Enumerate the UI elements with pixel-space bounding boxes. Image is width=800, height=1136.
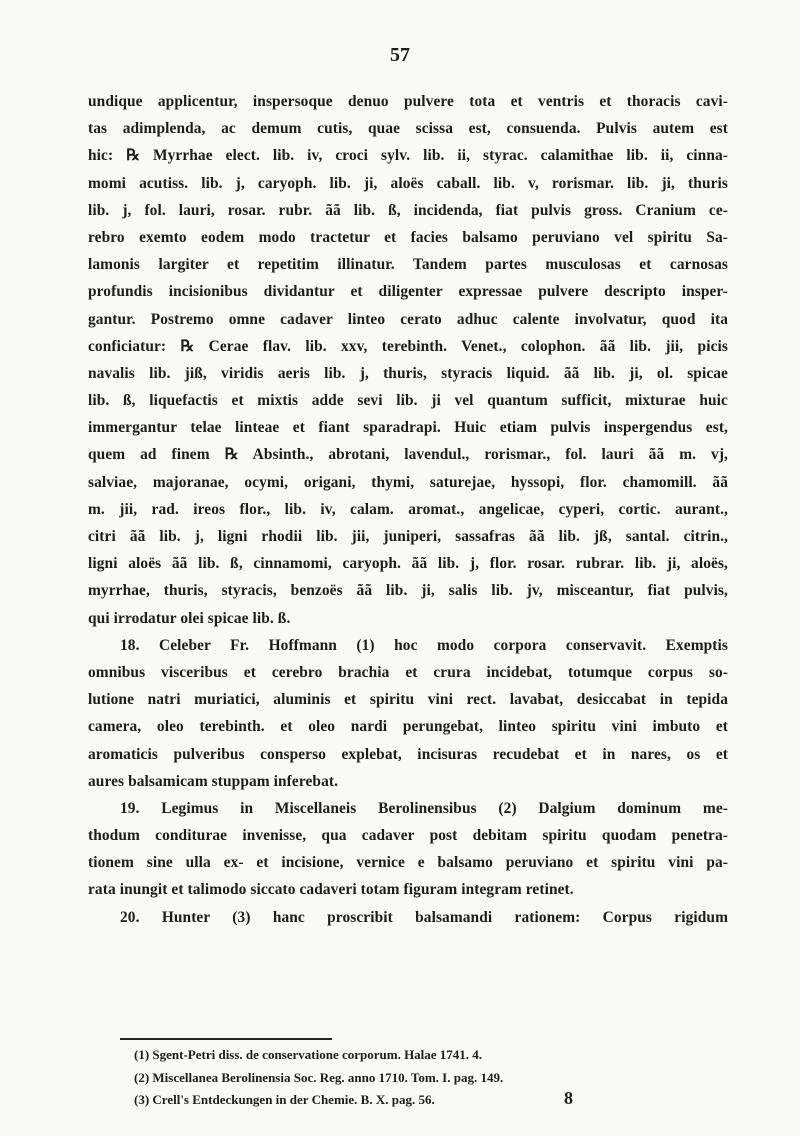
text-line: lamonis largiter et repetitim illinatur. Tandem partes musculosas et carnosas <box>88 256 728 274</box>
text-line: myrrhae, thuris, styracis, benzoës ãã lib. ji, salis lib. jv, misceantur, fiat pulvis, <box>88 582 728 600</box>
text-line: immergantur telae linteae et fiant sparadrapi. Huic etiam pulvis inspergendus est, <box>88 419 728 437</box>
text-line: lutione natri muriatici, aluminis et spiritu vini rect. lavabat, desiccabat in tepida <box>88 691 728 709</box>
page-number: 57 <box>390 44 410 66</box>
text-line: rebro exemto eodem modo tractetur et facies balsamo peruviano vel spiritu Sa- <box>88 228 728 246</box>
footnotes <box>134 1044 754 1112</box>
text-line: omnibus visceribus et cerebro brachia et crura incidebat, totumque corpus so- <box>88 663 728 681</box>
text-line: tionem sine ulla ex- et incisione, vernice e balsamo peruviano et spiritu vini pa- <box>88 854 728 872</box>
text-line: gantur. Postremo omne cadaver linteo cerato adhuc calente involvatur, quod ita <box>88 310 728 328</box>
footnote-2: (2) Miscellanea Berolinensia Soc. Reg. anno 1710. Tom. I. pag. 149. <box>134 1069 504 1085</box>
text-line: hic: ℞ Myrrhae elect. lib. iv, croci sylv. lib. ii, styrac. calamithae lib. ii, cinna- <box>88 147 728 165</box>
footnote-3: (3) Crell's Entdeckungen in der Chemie. B. X. pag. 56. <box>134 1092 435 1107</box>
signature-mark: 8 <box>564 1088 573 1108</box>
text-line: aures balsamicam stuppam inferebat. <box>88 772 339 790</box>
section-19-heading-line: 19. Legimus in Miscellaneis Berolinensibus (2) Dalgium dominum me- <box>120 799 728 817</box>
text-line: aromaticis pulveribus consperso explebat, incisuras recudebat et in nares, os et <box>88 745 728 763</box>
text-line: ligni aloës ãã lib. ß, cinnamomi, caryoph. ãã lib. j, flor. rosar. rubrar. lib. ji, aloës, <box>88 555 728 573</box>
text-line: lib. ß, liquefactis et mixtis adde sevi lib. ji vel quantum sufficit, mixturae huic <box>88 392 728 410</box>
section-18-heading-line: 18. Celeber Fr. Hoffmann (1) hoc modo corpora conservavit. Exemptis <box>120 636 728 654</box>
text-line: navalis lib. jiß, viridis aeris lib. j, thuris, styracis liquid. ãã lib. ji, ol. spicae <box>88 364 728 382</box>
text-line: undique applicentur, inspersoque denuo pulvere tota et ventris et thoracis cavi- <box>88 93 728 110</box>
text-line: citri ãã lib. j, ligni rhodii lib. jii, juniperi, sassafras ãã lib. jß, santal. citrin., <box>88 528 728 545</box>
body-text <box>88 88 728 931</box>
text-line: momi acutiss. lib. j, caryoph. lib. ji, aloës caball. lib. v, rorismar. lib. ji, thuris <box>88 174 728 192</box>
text-line: salviae, majoranae, ocymi, origani, thymi, saturejae, hyssopi, flor. chamomill. ãã <box>88 473 728 491</box>
footnote-divider <box>120 1038 332 1040</box>
section-20-heading-line: 20. Hunter (3) hanc proscribit balsamandi rationem: Corpus rigidum <box>120 908 728 926</box>
text-line: rata inungit et talimodo siccato cadaveri totam figuram integram retinet. <box>88 881 574 899</box>
text-line: tas adimplenda, ac demum cutis, quae scissa est, consuenda. Pulvis autem est <box>88 120 728 138</box>
text-line: quem ad finem ℞ Absinth., abrotani, lavendul., rorismar., fol. lauri ãã m. vj, <box>88 446 728 464</box>
text-line: thodum conditurae invenisse, qua cadaver post debitam spiritu quodam penetra- <box>88 827 728 845</box>
text-line: profundis incisionibus dividantur et diligenter expressae pulvere descripto insper- <box>88 283 728 301</box>
text-line: camera, oleo terebinth. et oleo nardi perungebat, linteo spiritu vini imbuto et <box>88 718 728 736</box>
text-line: qui irrodatur olei spicae lib. ß. <box>88 609 291 627</box>
text-line: lib. j, fol. lauri, rosar. rubr. ãã lib. ß, incidenda, fiat pulvis gross. Cranium ce- <box>88 201 728 219</box>
text-line: m. jii, rad. ireos flor., lib. iv, calam. aromat., angelicae, cyperi, cortic. aurant., <box>88 500 728 518</box>
footnote-1: (1) Sgent-Petri diss. de conservatione corporum. Halae 1741. 4. <box>134 1047 483 1062</box>
text-line: conficiatur: ℞ Cerae flav. lib. xxv, terebinth. Venet., colophon. ãã lib. jii, picis <box>88 337 728 355</box>
